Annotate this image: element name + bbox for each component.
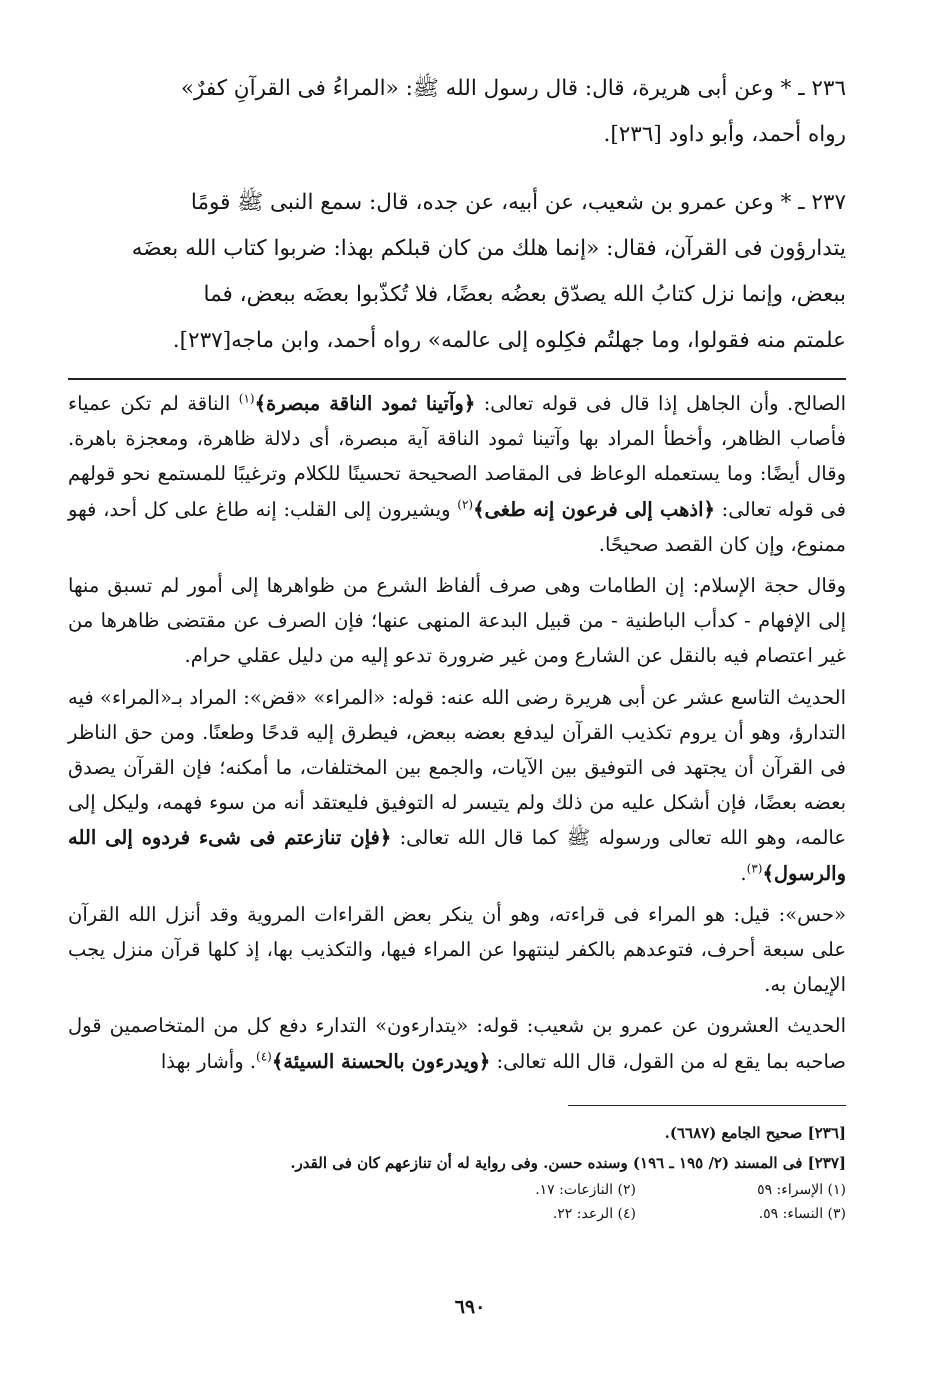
text: الناقة لم تكن عمياء فأصاب الظاهر، وأخطأ المراد بها وآتينا ثمود الناقة آية مبصرة، أى دلالة ظاهرة، ومعجزة باهرة. وقال أيضًا: وما يستعمله الوعاظ فى المقاصد الصحيحة تحسينًا للكلام وترغيبًا للمستمع نحو قولهم فى قوله تعالى: <box>68 392 846 521</box>
quran-quote: ﴿وآتينا ثمود الناقة مبصرة﴾ <box>254 392 476 415</box>
text: الحديث العشرون عن عمرو بن شعيب: قوله: «يتدارءون» التدارء دفع كل من المتخاصمين قول صاحبه بما يقع له من القول، قال الله تعالى: <box>68 1014 846 1073</box>
quran-quote: ﴿ويدرءون بالحسنة السيئة﴾ <box>271 1049 491 1073</box>
footnote-237: [٢٣٧] فى المسند (٢/ ١٩٥ ـ ١٩٦) وسنده حسن. وفى رواية له أن تنازعهم كان فى القدر. <box>290 1153 846 1172</box>
hadith-237-line-4: علمتم منه فقولوا، وما جهلتُم فكِلوه إلى عالمه» رواه أحمد، وابن ماجه[٢٣٧]. <box>172 328 846 353</box>
quran-quote: ﴿اذهب إلى فرعون إنه طغى﴾ <box>473 497 715 521</box>
text: ويشيرون إلى القلب: إنه طاغ على كل أحد، فهو ممنوع، وإن كان القصد صحيحًا. <box>68 497 846 556</box>
footnote-ref: (١) <box>238 391 255 406</box>
hadith-237-line-3: ببعض، وإنما نزل كتابُ الله يصدّق بعضُه بعضًا، فلا تُكذّبوا بعضَه ببعض، فما <box>203 282 846 307</box>
page-number: ٦٩٠ <box>454 1296 486 1318</box>
text: . <box>740 861 747 885</box>
hadith-236 <box>68 66 846 158</box>
footnote-236: [٢٣٦] صحيح الجامع (٦٦٨٧). <box>664 1123 846 1142</box>
footnote-4: (٤) الرعد: ٢٢. <box>552 1205 636 1222</box>
commentary-paragraph-5 <box>68 1008 846 1078</box>
text: . وأشار بهذا <box>160 1049 257 1073</box>
footnote-ref: (٢) <box>457 497 474 512</box>
commentary-paragraph-3 <box>68 680 846 891</box>
footnote-row-2 <box>68 1202 846 1226</box>
footnote-2: (٢) النازعات: ١٧. <box>535 1181 636 1198</box>
page-body <box>68 66 846 1226</box>
footnote-1: (١) الإسراء: ٥٩ <box>757 1181 846 1198</box>
commentary-paragraph-2: وقال حجة الإسلام: إن الطامات وهى صرف ألفاظ الشرع من ظواهرها إلى أمور لم تسبق منها إلى الإفهام - كدأب الباطنية - من قبيل البدعة المنهى عنها؛ فإن الصرف عن مقتضى ظاهرها من غير اعتصام فيه بالنقل عن الشارع ومن غير ضرورة تدعو إليه من دليل عقلي حرام. <box>68 574 846 668</box>
hadith-237 <box>68 180 846 364</box>
commentary-paragraph-4: «حس»: قيل: هو المراء فى قراءته، وهو أن ينكر بعض القراءات المروية وقد أنزل الله القرآن على سبعة أحرف، فتوعدهم بالكفر لينتهوا عن المراء فيها، والتكذيب بها، إذ كلها قرآن منزل يجب الإيمان به. <box>68 902 846 997</box>
text: الصالح. وأن الجاهل إذا قال فى قوله تعالى: <box>475 392 846 415</box>
footnote-divider <box>568 1105 846 1106</box>
quran-quote: ﴿فإن تنازعتم فى شىء فردوه إلى الله والرسول﴾ <box>68 826 846 885</box>
commentary-paragraph-1 <box>68 386 846 562</box>
hadith-237-line-1: ٢٣٧ ـ * وعن عمرو بن شعيب، عن أبيه، عن جده، قال: سمع النبى ﷺ قومًا <box>190 190 846 215</box>
section-divider <box>68 378 846 380</box>
hadith-237-line-2: يتدارؤون فى القرآن، فقال: «إنما هلك من كان قبلكم بهذا: ضربوا كتاب الله بعضَه <box>131 236 846 261</box>
footnote-ref: (٣) <box>746 861 763 876</box>
footnote-row-1 <box>68 1178 846 1202</box>
text: الحديث التاسع عشر عن أبى هريرة رضى الله عنه: قوله: «المراء» «قض»: المراد بـ«المراء» فيه التدارؤ، وهو أن يروم تكذيب القرآن ليدفع بعضه ببعض، فيطرق إليه قدحًا وطعنًا. ومن حق الناظر فى القرآن أن يجتهد فى التوفيق بين الآيات، والجمع بين المختلفات، ما أمكنه؛ فإن القرآن يصدق بعضه بعضًا، فإن أشكل عليه من ذلك ولم يتيسر له التوفيق فليعتقد أنه من سوء فهمه، وليكل إلى عالمه، وهو الله تعالى ورسوله ﷺ كما قال الله تعالى: <box>68 685 846 850</box>
footnote-ref: (٤) <box>256 1049 272 1064</box>
hadith-236-line-1: ٢٣٦ ـ * وعن أبى هريرة، قال: قال رسول الله ﷺ: «المراءُ فى القرآنِ كفرٌ» <box>180 76 846 101</box>
footnote-3: (٣) النساء: ٥٩. <box>758 1205 846 1222</box>
hadith-236-line-2: رواه أحمد، وأبو داود [٢٣٦]. <box>603 122 846 147</box>
